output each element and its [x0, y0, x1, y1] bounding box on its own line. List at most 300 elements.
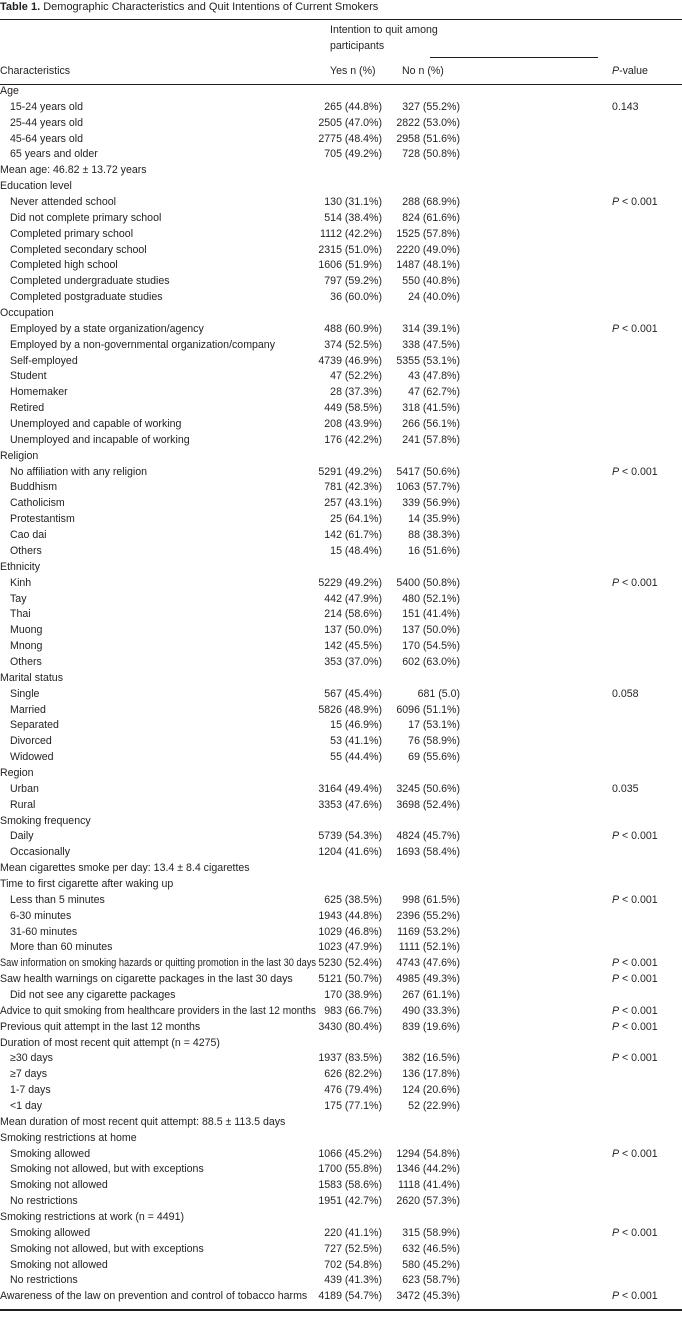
no-count: 1169 (53.2%) — [397, 925, 460, 938]
table-row — [0, 925, 682, 941]
table-row — [0, 798, 682, 814]
header-no: No n (%) — [402, 65, 444, 77]
row-label: Completed high school — [10, 259, 118, 272]
table-row — [0, 909, 682, 925]
table-row-category — [0, 1020, 682, 1036]
no-count: 550 (40.8%) — [402, 275, 460, 288]
no-count: 4824 (45.7%) — [396, 830, 460, 843]
no-count: 2620 (57.3%) — [396, 1195, 460, 1208]
table-row-category — [0, 560, 682, 576]
no-count: 137 (50.0%) — [402, 624, 460, 637]
no-count: 5417 (50.6%) — [396, 465, 460, 478]
yes-count: 176 (42.2%) — [324, 433, 382, 446]
table-row — [0, 195, 682, 211]
row-label: Unemployed and incapable of working — [10, 433, 190, 446]
no-count: 88 (38.3%) — [408, 529, 460, 542]
yes-count: 142 (61.7%) — [324, 529, 382, 542]
row-label: Employed by a non-governmental organization/company — [10, 338, 275, 351]
no-count: 2822 (53.0%) — [396, 116, 460, 129]
table-row — [0, 576, 682, 592]
table-row-category — [0, 1210, 682, 1226]
header-p-value — [612, 65, 648, 77]
yes-count: 781 (42.3%) — [324, 481, 382, 494]
row-label: Ethnicity — [0, 560, 41, 573]
table-row — [0, 1194, 682, 1210]
no-count: 14 (35.9%) — [408, 513, 460, 526]
row-label: Less than 5 minutes — [10, 893, 105, 906]
row-label: Completed undergraduate studies — [10, 275, 170, 288]
table-row — [0, 385, 682, 401]
no-count: 2220 (49.0%) — [396, 243, 460, 256]
yes-count: 1937 (83.5%) — [318, 1052, 382, 1065]
yes-count: 220 (41.1%) — [324, 1226, 382, 1239]
yes-count: 1700 (55.8%) — [318, 1163, 382, 1176]
table-row-category — [0, 956, 682, 972]
table-row — [0, 734, 682, 750]
no-count: 327 (55.2%) — [402, 100, 460, 113]
row-label: Cao dai — [10, 529, 47, 542]
yes-count: 130 (31.1%) — [324, 196, 382, 209]
row-label: <1 day — [10, 1100, 43, 1112]
table-row — [0, 480, 682, 496]
yes-count: 3353 (47.6%) — [318, 798, 382, 811]
table-row — [0, 401, 682, 417]
table-row — [0, 417, 682, 433]
row-label: Catholicism — [10, 497, 65, 510]
table-title: Demographic Characteristics and Quit Intentions of Current Smokers — [43, 1, 379, 13]
row-label: Completed secondary school — [10, 243, 147, 256]
no-count: 1063 (57.7%) — [396, 481, 460, 494]
row-label: Daily — [10, 830, 34, 843]
row-label: Time to first cigarette after waking up — [0, 877, 174, 890]
yes-count: 2775 (48.4%) — [318, 132, 382, 145]
table-row — [0, 893, 682, 909]
row-label: Smoking not allowed, but with exceptions — [10, 1242, 204, 1255]
table-row-category — [0, 1036, 682, 1052]
table-row — [0, 829, 682, 845]
yes-count: 257 (43.1%) — [324, 497, 382, 510]
p-value: P < 0.001 — [612, 1226, 658, 1239]
table-row — [0, 718, 682, 734]
row-label: Employed by a state organization/agency — [10, 322, 204, 335]
table-row — [0, 132, 682, 148]
p-value: P < 0.001 — [612, 1052, 658, 1065]
no-count: 266 (56.1%) — [402, 418, 460, 431]
row-label: Divorced — [10, 735, 52, 748]
table-row — [0, 354, 682, 370]
row-label: Smoking not allowed — [10, 1179, 108, 1192]
row-label: Region — [0, 766, 34, 779]
row-label: Religion — [0, 449, 39, 462]
table-row — [0, 1147, 682, 1163]
no-count: 3472 (45.3%) — [396, 1290, 460, 1303]
row-label: Unemployed and capable of working — [10, 418, 182, 431]
p-value: P < 0.001 — [612, 1004, 658, 1017]
row-label: Rural — [10, 798, 36, 811]
yes-count: 488 (60.9%) — [324, 322, 382, 335]
no-count: 124 (20.6%) — [402, 1084, 460, 1097]
bottom-rule — [0, 1309, 682, 1311]
table-row — [0, 116, 682, 132]
yes-count: 53 (41.1%) — [330, 735, 382, 748]
no-count: 6096 (51.1%) — [396, 703, 460, 716]
yes-count: 1951 (42.7%) — [318, 1195, 382, 1208]
no-count: 1346 (44.2%) — [396, 1163, 460, 1176]
no-count: 998 (61.5%) — [402, 893, 460, 906]
row-label: Never attended school — [10, 196, 117, 209]
no-count: 241 (57.8%) — [402, 433, 460, 446]
row-label: Did not see any cigarette packages — [10, 988, 176, 1001]
table-row — [0, 592, 682, 608]
yes-count: 1023 (47.9%) — [318, 941, 382, 954]
row-label: Homemaker — [10, 386, 68, 399]
table-row — [0, 528, 682, 544]
header-yes: Yes n (%) — [330, 65, 376, 77]
yes-count: 797 (59.2%) — [324, 275, 382, 288]
yes-count: 514 (38.4%) — [324, 211, 382, 224]
row-label: Retired — [10, 402, 45, 415]
table-row-category — [0, 861, 682, 877]
yes-count: 5291 (49.2%) — [318, 465, 382, 478]
row-label: Did not complete primary school — [10, 211, 162, 224]
no-count: 382 (16.5%) — [402, 1052, 460, 1065]
group-header-line1: Intention to quit among — [330, 24, 438, 36]
no-count: 623 (58.7%) — [402, 1274, 460, 1287]
header-characteristics: Characteristics — [0, 65, 71, 77]
yes-count: 5739 (54.3%) — [318, 830, 382, 843]
yes-count: 983 (66.7%) — [324, 1004, 382, 1017]
p-value: P < 0.001 — [612, 465, 658, 478]
row-label: 1-7 days — [10, 1084, 51, 1097]
row-label: Age — [0, 85, 19, 97]
row-label: Duration of most recent quit attempt (n = 4275) — [0, 1036, 220, 1049]
yes-count: 5229 (49.2%) — [318, 576, 382, 589]
row-label: Self-employed — [10, 354, 78, 367]
yes-count: 5230 (52.4%) — [318, 957, 382, 970]
row-label: No restrictions — [10, 1195, 78, 1208]
row-label: Married — [10, 703, 46, 716]
table-row — [0, 988, 682, 1004]
table-row — [0, 1099, 682, 1115]
yes-count: 2505 (47.0%) — [318, 116, 382, 129]
no-count: 315 (58.9%) — [402, 1226, 460, 1239]
table-row — [0, 322, 682, 338]
row-label: 15-24 years old — [10, 100, 84, 113]
p-value: P < 0.001 — [612, 973, 658, 986]
yes-count: 567 (45.4%) — [324, 687, 382, 700]
row-label: 65 years and older — [10, 148, 98, 161]
table-row — [0, 258, 682, 274]
no-count: 136 (17.8%) — [402, 1068, 460, 1081]
no-count: 1487 (48.1%) — [396, 259, 460, 272]
p-value: P < 0.001 — [612, 957, 658, 970]
no-count: 24 (40.0%) — [408, 291, 460, 304]
row-label: Mean age: 46.82 ± 13.72 years — [0, 164, 147, 177]
table-row-category — [0, 163, 682, 179]
no-count: 3245 (50.6%) — [396, 782, 460, 795]
row-label: Smoking not allowed, but with exceptions — [10, 1163, 204, 1176]
row-label: Student — [10, 370, 47, 383]
row-label: Occasionally — [10, 846, 71, 859]
table-row-category — [0, 1289, 682, 1305]
no-count: 490 (33.3%) — [402, 1004, 460, 1017]
no-count: 2396 (55.2%) — [396, 909, 460, 922]
yes-count: 449 (58.5%) — [324, 402, 382, 415]
row-label: Occupation — [0, 307, 54, 320]
row-label: Advice to quit smoking from healthcare providers in the last 12 months — [0, 1004, 316, 1017]
no-count: 3698 (52.4%) — [396, 798, 460, 811]
row-label: Mean duration of most recent quit attempt: 88.5 ± 113.5 days — [0, 1115, 286, 1128]
no-count: 580 (45.2%) — [402, 1258, 460, 1271]
table-row — [0, 1242, 682, 1258]
row-label: Kinh — [10, 576, 32, 589]
yes-count: 47 (52.2%) — [330, 370, 382, 383]
table-row — [0, 687, 682, 703]
row-label: Saw health warnings on cigarette packages in the last 30 days — [0, 973, 293, 986]
yes-count: 28 (37.3%) — [330, 386, 382, 399]
row-label: Protestantism — [10, 513, 75, 526]
no-count: 681 (5.0) — [417, 687, 460, 700]
table-row — [0, 639, 682, 655]
yes-count: 36 (60.0%) — [330, 291, 382, 304]
p-value: P < 0.001 — [612, 1290, 658, 1303]
yes-count: 5826 (48.9%) — [318, 703, 382, 716]
yes-count: 374 (52.5%) — [324, 338, 382, 351]
no-count: 1294 (54.8%) — [396, 1147, 460, 1160]
yes-count: 3430 (80.4%) — [318, 1020, 382, 1033]
row-label: Muong — [10, 624, 43, 637]
yes-count: 1066 (45.2%) — [318, 1147, 382, 1160]
table-row — [0, 940, 682, 956]
top-rule — [0, 19, 682, 20]
table-row-category — [0, 814, 682, 830]
yes-count: 5121 (50.7%) — [318, 973, 382, 986]
p-value: P < 0.001 — [612, 893, 658, 906]
table-row — [0, 147, 682, 163]
no-count: 5355 (53.1%) — [396, 354, 460, 367]
table-body — [0, 84, 682, 1305]
p-value: P < 0.001 — [612, 830, 658, 843]
no-count: 267 (61.1%) — [402, 988, 460, 1001]
p-value: P < 0.001 — [612, 196, 658, 209]
row-label: 25-44 years old — [10, 116, 84, 129]
yes-count: 442 (47.9%) — [324, 592, 382, 605]
yes-count: 4189 (54.7%) — [318, 1290, 382, 1303]
yes-count: 1583 (58.6%) — [318, 1179, 382, 1192]
table-row — [0, 227, 682, 243]
table-row — [0, 465, 682, 481]
table-row-category — [0, 766, 682, 782]
no-count: 69 (55.6%) — [408, 751, 460, 764]
table-row — [0, 512, 682, 528]
yes-count: 142 (45.5%) — [324, 640, 382, 653]
table-row-category — [0, 1004, 682, 1020]
row-label: Previous quit attempt in the last 12 months — [0, 1020, 201, 1033]
row-label: Smoking restrictions at work (n = 4491) — [0, 1211, 184, 1224]
yes-count: 15 (46.9%) — [330, 719, 382, 732]
row-label: Smoking frequency — [0, 814, 91, 827]
table-row — [0, 1273, 682, 1289]
yes-count: 476 (79.4%) — [324, 1084, 382, 1097]
table-row — [0, 782, 682, 798]
table-row-category — [0, 449, 682, 465]
table-row — [0, 703, 682, 719]
yes-count: 705 (49.2%) — [324, 148, 382, 161]
row-label: Smoking restrictions at home — [0, 1131, 137, 1144]
table-row — [0, 845, 682, 861]
yes-count: 208 (43.9%) — [324, 418, 382, 431]
no-count: 318 (41.5%) — [402, 402, 460, 415]
yes-count: 439 (41.3%) — [324, 1274, 382, 1287]
row-label: Awareness of the law on prevention and control of tobacco harms — [0, 1290, 308, 1303]
table-row — [0, 1067, 682, 1083]
no-count: 824 (61.6%) — [402, 211, 460, 224]
no-count: 170 (54.5%) — [402, 640, 460, 653]
table-row — [0, 369, 682, 385]
no-count: 4743 (47.6%) — [396, 957, 460, 970]
no-count: 4985 (49.3%) — [396, 973, 460, 986]
table-row — [0, 496, 682, 512]
p-value: 0.035 — [612, 782, 639, 795]
table-number: Table 1. — [0, 1, 41, 13]
no-count: 5400 (50.8%) — [396, 576, 460, 589]
table-row — [0, 1258, 682, 1274]
row-label: ≥30 days — [10, 1052, 53, 1065]
table-row — [0, 1226, 682, 1242]
no-count: 151 (41.4%) — [402, 608, 460, 621]
yes-count: 4739 (46.9%) — [318, 354, 382, 367]
table-row — [0, 211, 682, 227]
table-row — [0, 655, 682, 671]
yes-count: 175 (77.1%) — [324, 1100, 382, 1112]
row-label: Mean cigarettes smoke per day: 13.4 ± 8.4 cigarettes — [0, 862, 250, 875]
row-label: Tay — [10, 592, 27, 605]
yes-count: 1112 (42.2%) — [319, 227, 382, 240]
row-label: Smoking not allowed — [10, 1258, 108, 1271]
table-row-category — [0, 877, 682, 893]
row-label: No affiliation with any religion — [10, 465, 148, 478]
row-label: Single — [10, 687, 40, 700]
no-count: 47 (62.7%) — [408, 386, 460, 399]
no-count: 1525 (57.8%) — [396, 227, 460, 240]
no-count: 2958 (51.6%) — [396, 132, 460, 145]
table-row-category — [0, 84, 682, 100]
table-row — [0, 433, 682, 449]
yes-count: 626 (82.2%) — [324, 1068, 382, 1081]
yes-count: 353 (37.0%) — [324, 655, 382, 668]
p-value: P < 0.001 — [612, 576, 658, 589]
table-row — [0, 544, 682, 560]
header-p-rest: -value — [619, 65, 648, 77]
table-row — [0, 1178, 682, 1194]
row-label: 31-60 minutes — [10, 925, 78, 938]
yes-count: 727 (52.5%) — [324, 1242, 382, 1255]
p-value: 0.058 — [612, 687, 639, 700]
row-label: Urban — [10, 782, 39, 795]
row-label: Mnong — [10, 640, 43, 653]
group-header-rule — [430, 57, 598, 58]
row-label: Smoking allowed — [10, 1226, 91, 1239]
header-p-italic: P — [612, 65, 620, 77]
no-count: 16 (51.6%) — [408, 544, 460, 557]
table-row — [0, 750, 682, 766]
row-label: Completed postgraduate studies — [10, 291, 163, 304]
yes-count: 265 (44.8%) — [324, 100, 382, 113]
table-row-category — [0, 671, 682, 687]
row-label: Others — [10, 544, 42, 557]
no-count: 288 (68.9%) — [402, 196, 460, 209]
yes-count: 1029 (46.8%) — [318, 925, 382, 938]
no-count: 1118 (41.4%) — [397, 1179, 460, 1192]
table-row-category — [0, 1131, 682, 1147]
no-count: 839 (19.6%) — [402, 1020, 460, 1033]
row-label: Others — [10, 655, 42, 668]
table-row — [0, 290, 682, 306]
table-row — [0, 1083, 682, 1099]
no-count: 632 (46.5%) — [402, 1242, 460, 1255]
no-count: 338 (47.5%) — [402, 338, 460, 351]
table-row-category — [0, 972, 682, 988]
table-row — [0, 243, 682, 259]
p-value: P < 0.001 — [612, 1020, 658, 1033]
row-label: 6-30 minutes — [10, 909, 72, 922]
row-label: More than 60 minutes — [10, 941, 113, 954]
table-row — [0, 338, 682, 354]
table-caption — [0, 1, 378, 13]
row-label: Completed primary school — [10, 227, 134, 240]
p-value: P < 0.001 — [612, 1147, 658, 1160]
row-label: Buddhism — [10, 481, 58, 494]
table-row-category — [0, 179, 682, 195]
no-count: 76 (58.9%) — [408, 735, 460, 748]
yes-count: 625 (38.5%) — [324, 893, 382, 906]
row-label: Smoking allowed — [10, 1147, 91, 1160]
no-count: 17 (53.1%) — [408, 719, 460, 732]
no-count: 1693 (58.4%) — [396, 846, 460, 859]
row-label: Marital status — [0, 671, 63, 684]
table-row-category — [0, 306, 682, 322]
group-header-line2: participants — [330, 40, 385, 52]
table-row — [0, 274, 682, 290]
table-row — [0, 1162, 682, 1178]
row-label: Separated — [10, 719, 59, 732]
no-count: 728 (50.8%) — [402, 148, 460, 161]
table-row — [0, 623, 682, 639]
yes-count: 702 (54.8%) — [324, 1258, 382, 1271]
table-row — [0, 100, 682, 116]
row-label: Saw information on smoking hazards or quitting promotion in the last 30 days — [0, 957, 317, 970]
yes-count: 170 (38.9%) — [324, 988, 382, 1001]
no-count: 314 (39.1%) — [402, 322, 460, 335]
no-count: 480 (52.1%) — [402, 592, 460, 605]
row-label: Thai — [10, 608, 31, 621]
table-row-category — [0, 1115, 682, 1131]
table-row — [0, 607, 682, 623]
row-label: Education level — [0, 180, 72, 193]
yes-count: 15 (48.4%) — [330, 544, 382, 557]
p-value: 0.143 — [612, 100, 639, 113]
yes-count: 214 (58.6%) — [324, 608, 382, 621]
no-count: 339 (56.9%) — [402, 497, 460, 510]
yes-count: 3164 (49.4%) — [318, 782, 382, 795]
yes-count: 1943 (44.8%) — [318, 909, 382, 922]
yes-count: 1204 (41.6%) — [318, 846, 382, 859]
yes-count: 2315 (51.0%) — [318, 243, 382, 256]
p-value: P < 0.001 — [612, 322, 658, 335]
yes-count: 137 (50.0%) — [324, 624, 382, 637]
no-count: 602 (63.0%) — [402, 655, 460, 668]
yes-count: 1606 (51.9%) — [318, 259, 382, 272]
